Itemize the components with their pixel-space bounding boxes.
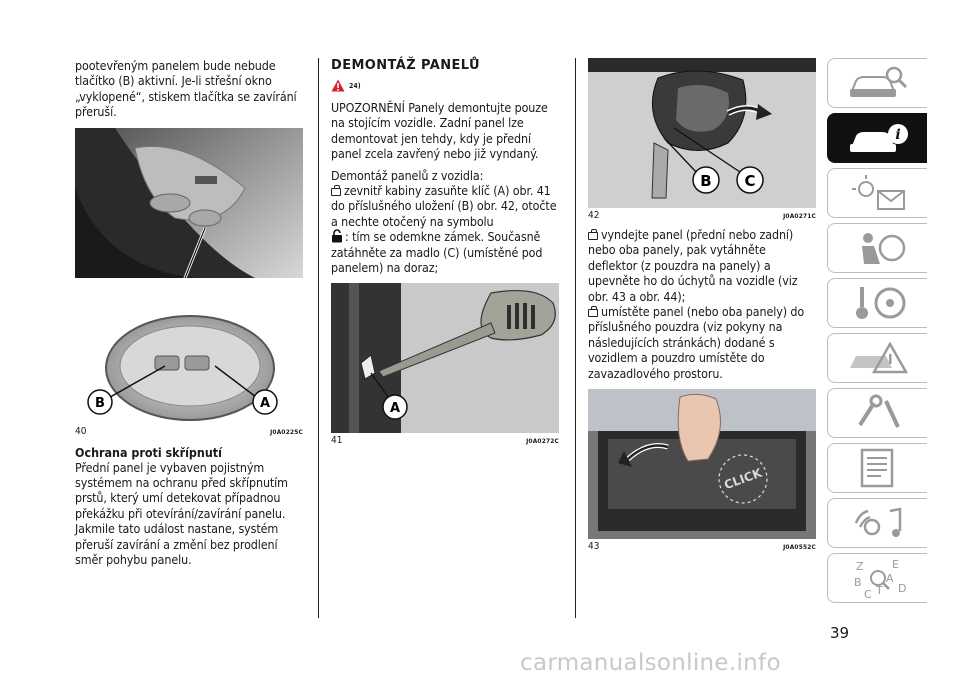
alphabetical-index-icon [846,556,910,600]
figure-40 [75,128,303,424]
tab-service[interactable] [827,388,927,438]
figure-41-number: 41 [331,435,343,447]
figure-40-code: J0A0225C [270,427,303,436]
bullet-remove-panel [588,227,816,304]
chapter-sidebar [827,58,927,608]
tab-steering-key[interactable] [827,278,927,328]
figure-41-image [331,283,559,433]
figure-40-label-a: A [259,395,271,411]
figure-40-number: 40 [75,425,87,437]
section-heading: DEMONTÁŽ PANELŮ [331,58,480,73]
svg-text:D: D [897,582,906,595]
figure-42-label-b: B [700,172,712,190]
tech-data-icon [846,448,910,488]
tab-car-search[interactable] [827,58,927,108]
figure-41-label-a: A [389,401,401,417]
figure-43-number: 43 [588,541,600,553]
wrench-service-icon [846,393,910,433]
bullet-remove-panel-text: vyndejte panel (přední nebo zadní) nebo oba panely, pak vytáhněte deflektor (z pouzdra na panely) a upevněte ho do úchytů na vozidle (viz obr. 43 a obr. 44); [588,227,798,304]
figure-43-click-label: CLICK [722,465,764,493]
figure-40-caption [75,426,303,437]
figure-42-image [588,58,816,208]
bullet-store-panel-text: umístěte panel (nebo oba panely) do příslušného pouzdra (viz pokyny na následujících stránkách) dodané s vozidlem a pouzdro umístěte do zavazadlového prostoru. [588,304,805,381]
figure-43-image [588,389,816,539]
column-2 [331,58,559,452]
figure-43 [588,389,816,539]
svg-text:A: A [885,572,894,585]
column-divider [575,58,576,618]
warning-ref-number: 24) [349,81,361,90]
svg-text:C: C [863,588,872,600]
tab-tech-data[interactable] [827,443,927,493]
figure-41-code: J0A0272C [526,437,559,446]
svg-text:T: T [875,584,883,597]
tab-airbag-seat[interactable] [827,223,927,273]
bullet-insert-key-continued: : tím se odemkne zámek. Současně zatáhněte za madlo (C) (umístěné pod panelem) na doraz; [331,229,543,276]
bullet-icon [588,309,598,317]
svg-text:B: B [853,576,862,589]
tab-breakdown[interactable] [827,333,927,383]
intro-paragraph: pootevřeným panelem bude nebude tlačítko (B) aktivní. Je-li střešní okno „vyklopené“, stiskem tlačítka se zavírání přeruší. [75,58,297,120]
bullet-insert-key-text: zevnitř kabiny zasuňte klíč (A) obr. 41 do příslušného uložení (B) obr. 42, otočte a nechte otočený na symbolu [331,183,557,229]
tab-alphabetical-index[interactable] [827,553,927,603]
car-info-icon [846,118,910,158]
anti-pinch-paragraph: Přední panel je vybaven pojistným systémem na ochranu před skřípnutím prstů, který umí detekovat případnou překážku při otevírání/zavírání panelu. Jakmile tato událost nastane, systém přeruší zavírání a změní bez prodlení směr pohybu panelu. [75,459,288,568]
subheading-anti-pinch: Ochrana proti skřípnutí [75,444,222,460]
lights-message-icon [846,173,910,213]
bullet-icon [331,188,341,196]
removal-intro: Demontáž panelů z vozidla: [331,167,484,183]
svg-text:Z: Z [855,560,864,573]
steering-key-icon [846,283,910,323]
warning-triangle-icon [331,79,345,92]
figure-43-caption [588,541,816,552]
tab-multimedia[interactable] [827,498,927,548]
bullet-store-panel [588,304,816,381]
figure-40-label-b: B [95,395,105,411]
caution-paragraph: UPOZORNĚNÍ Panely demontujte pouze na stojícím vozidle. Zadní panel lze demontovat jen tehdy, kdy je přední panel zcela zavřený nebo již vyndaný. [331,100,548,162]
figure-41 [331,283,559,433]
svg-text:E: E [891,558,899,571]
breakdown-triangle-icon [846,338,910,378]
unlock-padlock-icon [331,229,343,243]
figure-42-code: J0A0271C [783,212,816,220]
tab-lights-message[interactable] [827,168,927,218]
figure-42 [588,58,816,208]
tab-car-info[interactable] [827,113,927,163]
svg-text:i: i [894,127,901,143]
column-3 [588,58,816,558]
figure-43-code: J0A0552C [783,543,816,552]
column-1 [75,58,303,567]
watermark: carmanualsonline.info [520,650,781,676]
page-number: 39 [830,624,850,642]
figure-42-label-c: C [744,172,756,190]
figure-41-caption [331,435,559,446]
bullet-insert-key [331,183,559,275]
column-divider [318,58,319,618]
car-search-icon [846,63,910,103]
airbag-seat-icon [846,228,910,268]
multimedia-icon [846,503,910,543]
figure-40-image [75,128,303,424]
warning-reference [331,79,559,92]
figure-42-caption [588,210,816,221]
bullet-icon [588,232,598,240]
figure-42-number: 42 [588,210,600,221]
